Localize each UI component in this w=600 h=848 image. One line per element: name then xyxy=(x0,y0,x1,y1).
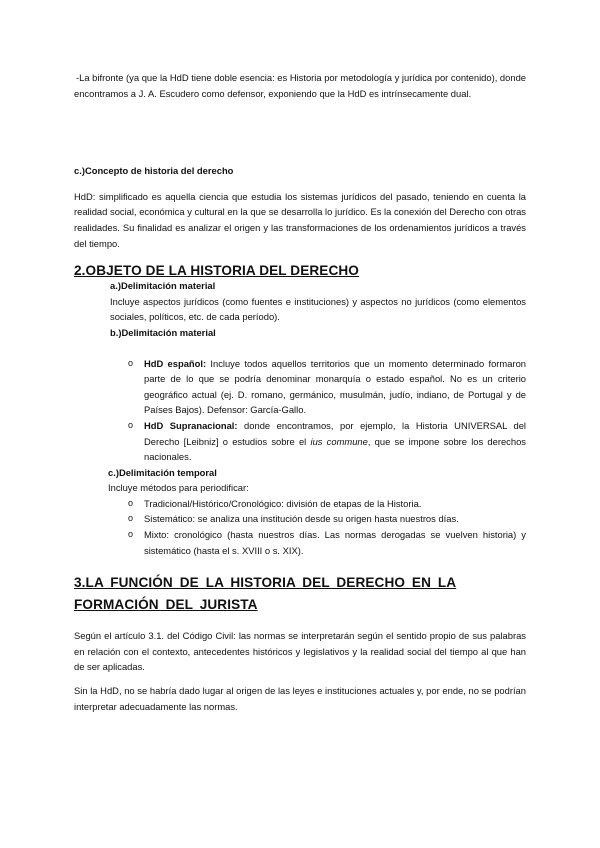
list-item xyxy=(74,496,526,512)
concept-paragraph: HdD: simplificado es aquella ciencia que estudia los sistemas jurídicos del pasado, teniendo en cuenta la realidad social, económica y cultural en la que se desarrolla lo jurídico. Es la conexión del Derecho con otras realidades. Su finalidad es analizar el origen y las transformaciones de los ordenamientos jurídicos a través del tiempo. xyxy=(74,190,526,249)
bullet-marker: o xyxy=(128,529,134,540)
section-3-paragraph-1: Según el artículo 3.1. del Código Civil: las normas se interpretarán según el sentido propio de sus palabras en relación con el contexto, antecedentes históricos y legislativos y la realidad social del tiempo al que han de ser aplicadas. xyxy=(74,630,526,673)
c-paragraph: Incluye métodos para periodificar: xyxy=(108,482,249,494)
intro-paragraph: -La bifronte (ya que la HdD tiene doble esencia: es Historia por metodología y jurídica por contenido), donde encontramos a J. A. Escudero como defensor, exponiendo que la HdD es intrínsecamente dual. xyxy=(74,72,526,99)
item-label: HdD español: xyxy=(144,357,207,369)
list-item xyxy=(74,527,526,558)
bullet-marker: o xyxy=(128,497,134,508)
section-2-a xyxy=(74,278,526,294)
b-heading: b.)Delimitación material xyxy=(110,326,216,338)
c-list xyxy=(74,496,526,558)
section-2-title: 2.OBJETO DE LA HISTORIA DEL DERECHO xyxy=(74,263,359,279)
item-text: Incluye todos aquellos territorios que un momento determinado formaron parte de lo que se podría denominar monarquía o estado español. No es un criterio geográfico actual (ej. D. romano, germánico, musulmán, judío, indiano, de Portugal y de Países Bajos). Defensor: García-Gallo. xyxy=(144,357,526,416)
bullet-marker: o xyxy=(128,513,134,524)
item-text: Mixto: cronológico (hasta nuestros días. Las normas derogadas se vuelven historia) y sistemático (hasta el s. XVIII o s. XIX). xyxy=(144,529,526,556)
section-2-c xyxy=(74,465,526,481)
a-paragraph: Incluye aspectos jurídicos (como fuentes e instituciones) y aspectos no jurídicos (como elementos sociales, políticos, etc. de cada período). xyxy=(110,295,526,323)
b-list xyxy=(74,356,526,465)
concept-heading: c.)Concepto de historia del derecho xyxy=(74,165,234,177)
document-page xyxy=(74,70,526,714)
list-item xyxy=(74,418,526,465)
item-label: HdD Supranacional: xyxy=(144,419,238,431)
item-text: donde encontramos, por ejemplo, la Historia UNIVERSAL del Derecho [Leibniz] o estudios sobre el xyxy=(144,419,527,447)
c-heading: c.)Delimitación temporal xyxy=(108,466,217,478)
item-italic: ius commune xyxy=(310,435,368,447)
list-item xyxy=(74,356,526,418)
bullet-marker: o xyxy=(128,357,134,368)
item-text: Sistemático: se analiza una institución desde su origen hasta nuestros días. xyxy=(144,513,459,525)
item-text: , que se impone sobre los derechos nacionales. xyxy=(144,435,526,463)
section-3-title: 3.LA FUNCIÓN DE LA HISTORIA DEL DERECHO EN LA FORMACIÓN DEL JURISTA xyxy=(74,575,457,613)
section-3-paragraph-2: Sin la HdD, no se habría dado lugar al origen de las leyes e instituciones actuales y, por ende, no se podrían interpretar adecuadamente las normas. xyxy=(74,685,526,712)
bullet-marker: o xyxy=(128,419,134,430)
list-item xyxy=(74,511,526,527)
section-2-b xyxy=(74,325,526,341)
a-heading: a.)Delimitación material xyxy=(110,280,216,292)
item-text: Tradicional/Histórico/Cronológico: división de etapas de la Historia. xyxy=(144,497,422,509)
